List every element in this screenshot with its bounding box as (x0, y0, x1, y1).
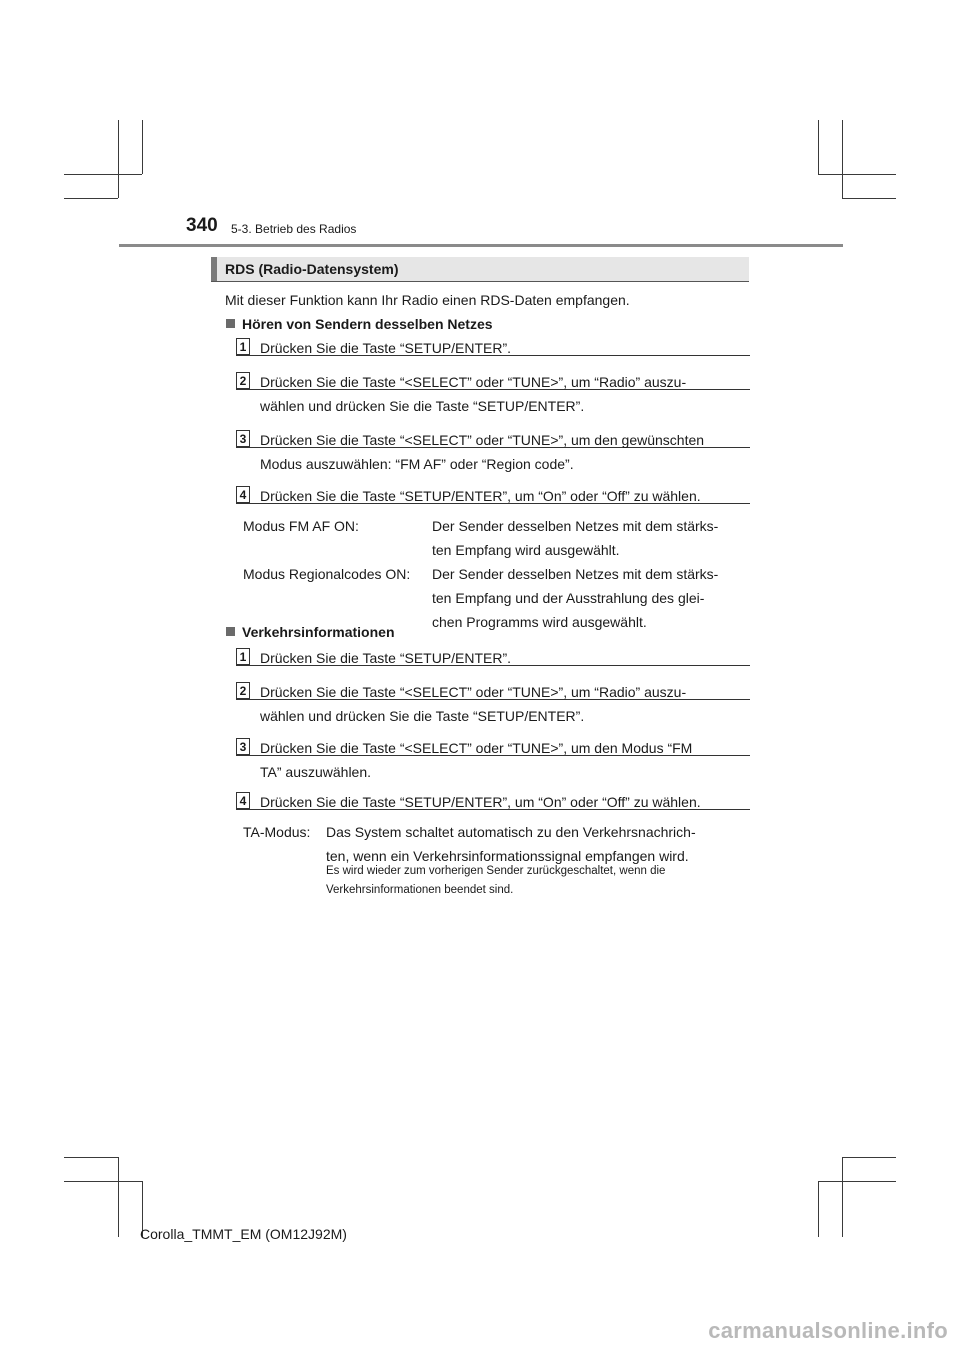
step-number: 4 (239, 487, 247, 502)
mode-desc: ten Empfang wird ausgewählt. (432, 542, 620, 558)
section-title-bar (211, 257, 749, 281)
mode-desc: ten Empfang und der Ausstrahlung des glei- (432, 590, 705, 606)
header-rule (119, 244, 843, 247)
mode-desc: Der Sender desselben Netzes mit dem stärks- (432, 518, 719, 534)
step-text: Drücken Sie die Taste “<SELECT” oder “TUNE>”, um “Radio” auszu- (260, 374, 687, 390)
mode-desc: chen Programms wird ausgewählt. (432, 614, 647, 630)
section-accent (211, 257, 217, 281)
step-text: TA” auszuwählen. (260, 764, 372, 780)
step-number-box (236, 738, 250, 755)
step-number: 1 (239, 649, 247, 664)
step-number: 2 (239, 683, 247, 698)
crop-mark (64, 174, 142, 175)
step-number-box (236, 486, 250, 503)
step-text: Drücken Sie die Taste “<SELECT” oder “TUNE>”, um “Radio” auszu- (260, 684, 687, 700)
crop-mark (64, 198, 118, 199)
step-text: wählen und drücken Sie die Taste “SETUP/ENTER”. (260, 398, 585, 414)
crop-mark (64, 1181, 142, 1182)
mode-label: Modus Regionalcodes ON: (243, 566, 411, 582)
section-underline (211, 281, 749, 282)
step-number: 2 (239, 373, 247, 388)
section-title: RDS (Radio-Datensystem) (225, 261, 399, 277)
step-text: Drücken Sie die Taste “SETUP/ENTER”. (260, 340, 512, 356)
step-text: Drücken Sie die Taste “<SELECT” oder “TUNE>”, um den gewünschten (260, 432, 705, 448)
mode-label: TA-Modus: (243, 824, 311, 840)
step-number-box (236, 430, 250, 447)
crop-mark (842, 120, 843, 198)
step-number-box (236, 372, 250, 389)
crop-mark (64, 1157, 118, 1158)
crop-mark (818, 174, 896, 175)
mode-label: Modus FM AF ON: (243, 518, 359, 534)
watermark: carmanualsonline.info (708, 1318, 948, 1343)
subsection-heading-text: Hören von Sendern desselben Netzes (242, 316, 493, 332)
page-number: 340 (186, 215, 218, 236)
mode-desc: Der Sender desselben Netzes mit dem stärks- (432, 566, 719, 582)
step-text: Drücken Sie die Taste “SETUP/ENTER”, um “On” oder “Off” zu wählen. (260, 794, 701, 810)
step-number: 3 (239, 739, 247, 754)
step-number: 4 (239, 793, 247, 808)
section-intro: Mit dieser Funktion kann Ihr Radio einen RDS-Daten empfangen. (225, 292, 630, 308)
subsection-heading-text: Verkehrsinformationen (242, 624, 395, 640)
mode-desc: Das System schaltet automatisch zu den Verkehrsnachrich- (326, 824, 696, 840)
mode-desc: ten, wenn ein Verkehrsinformationssignal empfangen wird. (326, 848, 689, 864)
step-text: wählen und drücken Sie die Taste “SETUP/ENTER”. (260, 708, 585, 724)
step-number-box (236, 792, 250, 809)
crop-mark (142, 120, 143, 174)
step-number-box (236, 338, 250, 355)
step-text: Modus auszuwählen: “FM AF” oder “Region code”. (260, 456, 574, 472)
note-text: Verkehrsinformationen beendet sind. (326, 884, 514, 896)
chapter-title: 5-3. Betrieb des Radios (231, 222, 357, 236)
crop-mark (842, 198, 896, 199)
crop-mark (818, 1181, 819, 1237)
crop-mark (842, 1157, 896, 1158)
crop-mark (842, 1157, 843, 1237)
crop-mark (118, 1157, 119, 1237)
step-number-box (236, 648, 250, 665)
crop-mark (818, 120, 819, 174)
square-bullet-icon (226, 319, 235, 328)
note-text: Es wird wieder zum vorherigen Sender zurückgeschaltet, wenn die (326, 865, 666, 877)
crop-mark (818, 1181, 896, 1182)
step-number: 1 (239, 339, 247, 354)
square-bullet-icon (226, 627, 235, 636)
step-number-box (236, 682, 250, 699)
document-id: Corolla_TMMT_EM (OM12J92M) (140, 1226, 347, 1242)
step-number: 3 (239, 431, 247, 446)
subsection-heading (226, 620, 395, 644)
subsection-heading (226, 312, 493, 336)
step-text: Drücken Sie die Taste “SETUP/ENTER”. (260, 650, 512, 666)
crop-mark (118, 120, 119, 198)
step-text: Drücken Sie die Taste “SETUP/ENTER”, um “On” oder “Off” zu wählen. (260, 488, 701, 504)
step-text: Drücken Sie die Taste “<SELECT” oder “TUNE>”, um den Modus “FM (260, 740, 693, 756)
